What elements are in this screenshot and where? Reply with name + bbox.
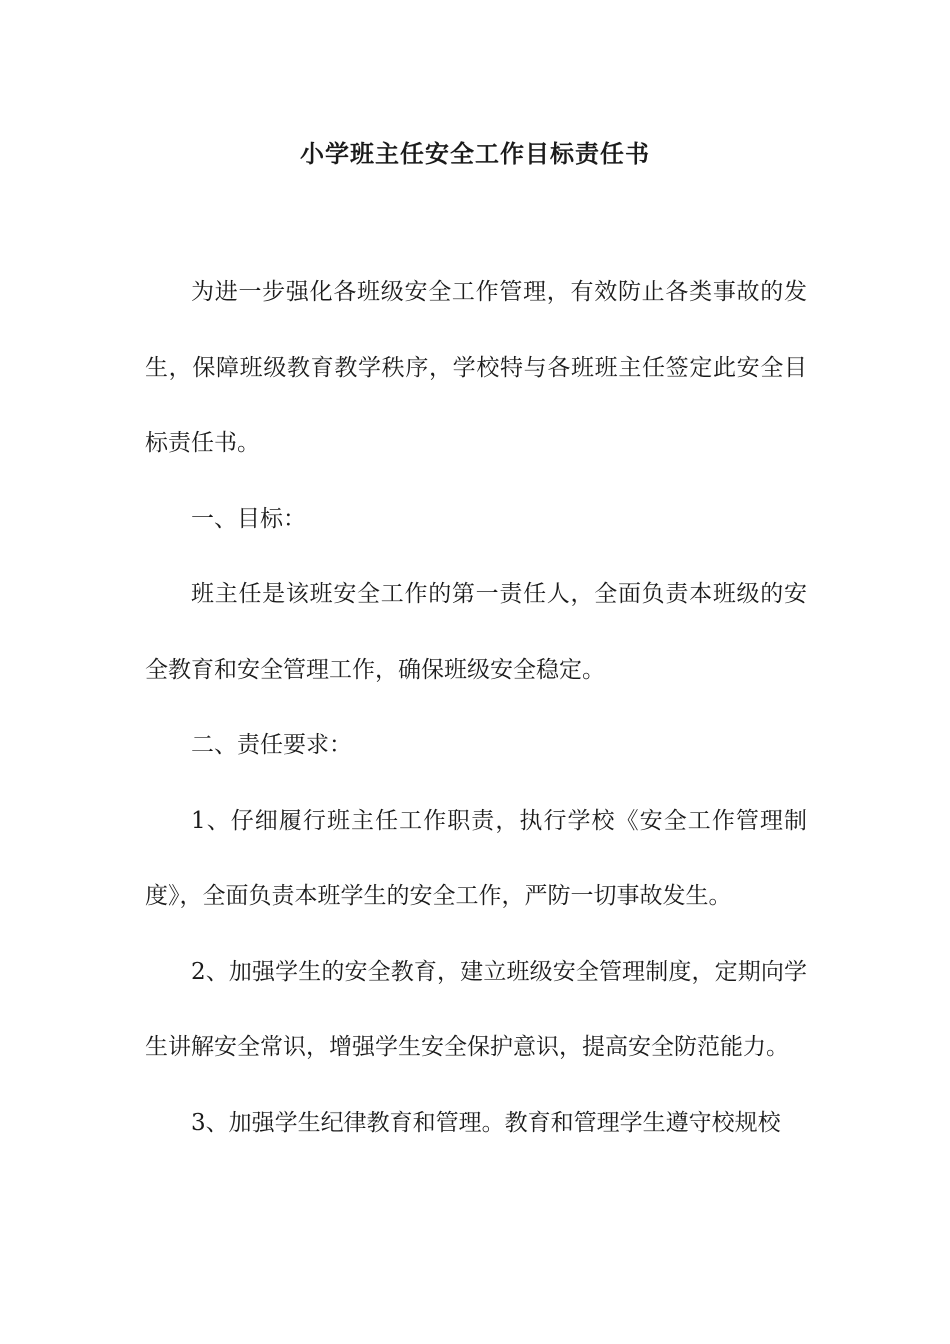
document-body [145,255,807,1161]
heading-requirements: 二、责任要求： [191,732,352,758]
paragraph-requirement-3: 3、加强学生纪律教育和管理。教育和管理学生遵守校规校 [191,1109,781,1136]
paragraph-intro: 为进一步强化各班级安全工作管理，有效防止各类事故的发生，保障班级教育教学秩序，学校特与各班班主任签定此安全目标责任书。 [145,279,807,456]
paragraph-requirement-2: 2、加强学生的安全教育，建立班级安全管理制度，定期向学生讲解安全常识，增强学生安全保护意识，提高安全防范能力。 [145,958,807,1060]
document-title: 小学班主任安全工作目标责任书 [300,139,650,168]
heading-goal: 一、目标： [191,505,306,532]
paragraph-goal: 班主任是该班安全工作的第一责任人，全面负责本班级的安全教育和安全管理工作，确保班级安全稳定。 [145,581,807,683]
paragraph-requirement-1: 1、仔细履行班主任工作职责，执行学校《安全工作管理制度》，全面负责本班学生的安全工作，严防一切事故发生。 [145,807,807,909]
